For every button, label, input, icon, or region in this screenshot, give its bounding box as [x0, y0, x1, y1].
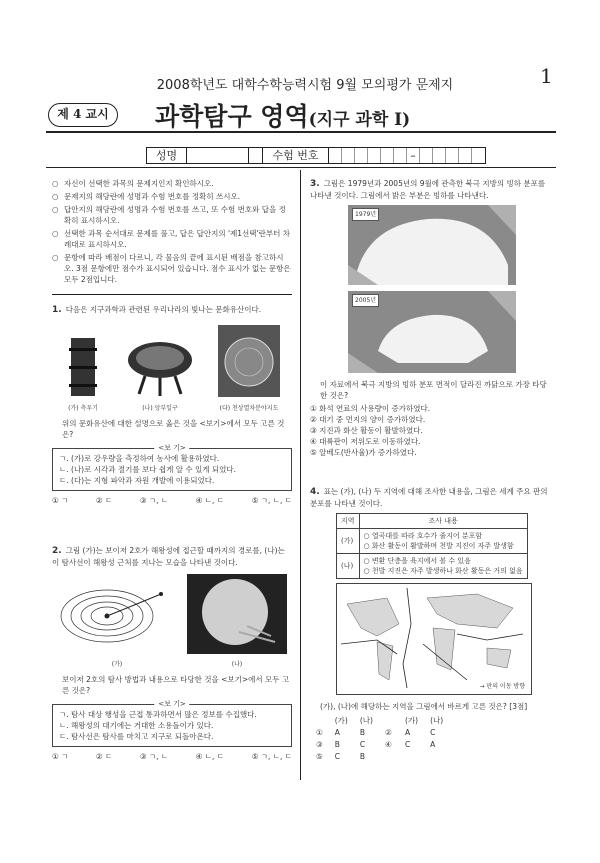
notice-item: ○ 문제지의 해당란에 성명과 수험 번호를 정확히 쓰시오.: [52, 191, 292, 202]
q1-bogi-box: [52, 444, 292, 491]
q3-stem: 그림은 1979년과 2005년의 9월에 관측한 북극 지방의 빙하 분포를 나타낸 것이다. 그림에서 밝은 부분은 빙하를 나타낸다.: [310, 179, 546, 200]
q2-figures: [52, 574, 292, 670]
q4-ans-cell: C: [359, 739, 366, 749]
q4-region: (나): [337, 554, 360, 579]
exam-no-cell[interactable]: [433, 148, 446, 163]
name-label: 성명: [147, 148, 187, 163]
voyager-orbit-diagram: [57, 574, 177, 654]
question-1: [52, 304, 292, 506]
exam-no-cell[interactable]: [342, 148, 355, 163]
subject-title: [155, 97, 410, 133]
q4-th-content: 조사 내용: [359, 514, 527, 529]
table-row: [337, 554, 528, 579]
map-legend-label: 판의 이동 방향: [486, 683, 525, 690]
q2-number: 2.: [52, 546, 62, 556]
q2-choice[interactable]: ④ ㄴ, ㄷ: [195, 752, 225, 761]
exam-no-cell[interactable]: [459, 148, 472, 163]
exam-no-label: 수험 번호: [263, 148, 329, 163]
q3-choice[interactable]: ④ 대륙판이 저위도로 이동하였다.: [310, 437, 421, 446]
q2-item: ㄱ. 탐사 대상 행성을 근접 통과하면서 많은 정보를 수집했다.: [59, 710, 257, 719]
map-legend: [477, 681, 527, 692]
q4-content-line: ○ 열곡대를 따라 호수가 줄지어 분포함: [363, 532, 483, 540]
q4-answer-table: [310, 714, 449, 762]
q1-choice[interactable]: ③ ㄱ, ㄴ: [139, 496, 169, 505]
q4-ans-cell: C: [334, 751, 340, 761]
exam-title: 2008학년도 대학수학능력시험 9월 모의평가 문제지: [156, 78, 454, 93]
column-divider: [300, 170, 301, 780]
id-row: [146, 147, 486, 164]
q1-figure-b: [125, 336, 195, 414]
exam-no-cell[interactable]: [368, 148, 381, 163]
q1-choice[interactable]: ⑤ ㄱ, ㄴ, ㄷ: [251, 496, 292, 505]
name-field[interactable]: [187, 148, 249, 163]
question-4: [310, 486, 552, 762]
q2-figure-a: [57, 574, 177, 670]
question-3: [310, 178, 552, 458]
q1-caption-b: (나) 앙부일구: [142, 405, 178, 412]
sundial-image: [125, 336, 195, 398]
q2-caption-b: (나): [231, 661, 243, 668]
q2-bogi-title: <보 기>: [154, 699, 189, 710]
q4-ans-head: (가): [334, 715, 348, 725]
q2-item: ㄷ. 탐사선은 탐사를 마치고 지구로 되돌아온다.: [59, 732, 214, 741]
table-row[interactable]: [310, 750, 449, 762]
q4-th-region: 지역: [337, 514, 360, 529]
q3-choices: [310, 403, 552, 458]
table-row: [337, 529, 528, 554]
exam-no-cell[interactable]: [355, 148, 368, 163]
q2-choice[interactable]: ③ ㄱ, ㄴ: [139, 752, 169, 761]
q2-choice[interactable]: ⑤ ㄱ, ㄴ, ㄷ: [251, 752, 292, 761]
header-rule: [46, 131, 556, 133]
q2-choice[interactable]: ① ㄱ: [52, 752, 69, 761]
q4-ans-cell[interactable]: ②: [384, 727, 392, 737]
notice-item: ○ 문항에 따라 배점이 다르니, 각 물음의 끝에 표시된 배점을 참고하시오. 3점 문항에만 점수가 표시되어 있습니다. 점수 표시가 없는 문항은 모두 2점입니다.: [52, 252, 292, 285]
q3-question: 이 자료에서 북극 지방의 빙하 분포 면적이 달라진 까닭으로 가장 타당한 것은?: [320, 380, 547, 400]
spacer-cell: [249, 148, 263, 163]
exam-no-cell[interactable]: [329, 148, 342, 163]
q3-choice[interactable]: ① 화석 연료의 사용량이 증가하였다.: [310, 404, 431, 413]
q4-ans-cell: A: [334, 727, 340, 737]
q3-choice[interactable]: ② 대기 중 먼지의 양이 증가하였다.: [310, 415, 426, 424]
q1-figure-a: [63, 336, 103, 414]
q4-ans-cell[interactable]: ③: [316, 739, 323, 749]
q1-item: ㄷ. (다)는 지형 파악과 자원 개발에 이용되었다.: [59, 476, 215, 485]
q1-caption-a: (가) 측우기: [68, 405, 98, 412]
notice-item: ○ 선택한 과목 순서대로 문제를 풀고, 답은 답안지의 '제1선택'란부터 차례대로 표시하시오.: [52, 228, 292, 250]
q4-ans-cell: C: [430, 727, 436, 737]
q2-question: 보이저 2호의 탐사 방법과 내용으로 타당한 것을 <보기>에서 모두 고른 것은?: [62, 675, 290, 695]
exam-no-cell[interactable]: [381, 148, 394, 163]
subject-main: 과학탐구 영역: [155, 102, 309, 131]
q4-content-line: ○ 변환 단층을 육지에서 볼 수 있음: [363, 557, 471, 565]
q4-region-table: [336, 513, 528, 579]
year-1979-label: 1979년: [352, 208, 379, 221]
plate-map-svg: [337, 584, 531, 694]
exam-no-cell[interactable]: [420, 148, 433, 163]
exam-no-dash: –: [407, 148, 420, 163]
q1-choice[interactable]: ① ㄱ: [52, 496, 69, 505]
year-2005-label: 2005년: [352, 294, 379, 307]
q1-choice[interactable]: ② ㄷ: [95, 496, 113, 505]
exam-no-cell[interactable]: [446, 148, 459, 163]
q1-figure-c: [217, 324, 281, 414]
notice-item: ○ 자신이 선택한 과목의 문제지인지 확인하시오.: [52, 178, 292, 189]
q3-choice[interactable]: ③ 지진과 화산 활동이 활발하였다.: [310, 426, 423, 435]
q1-figures: [52, 324, 292, 414]
header-rule-thin: [46, 167, 556, 168]
exam-no-cell[interactable]: [394, 148, 407, 163]
q4-ans-cell: C: [404, 739, 411, 749]
q4-ans-cell: A: [430, 739, 436, 749]
q4-ans-cell: B: [359, 727, 365, 737]
q4-ans-head: (나): [430, 715, 444, 725]
subject-sub: (지구 과학 Ⅰ): [308, 110, 411, 130]
table-row[interactable]: [310, 738, 449, 750]
q1-bogi-title: <보 기>: [154, 443, 189, 454]
q3-map-1979: [348, 205, 516, 285]
q2-caption-a: (가): [111, 661, 123, 668]
question-2: [52, 545, 292, 762]
q3-map-2005: [348, 291, 516, 373]
period-badge: 제 4 교시: [48, 103, 118, 127]
q4-ans-head: (가): [404, 715, 419, 725]
q4-stem: 표는 (가), (나) 두 지역에 대해 조사한 내용을, 그림은 세계 주요 판의 분포를 나타낸 것이다.: [310, 487, 548, 508]
arrow-icon: →: [479, 683, 485, 690]
q1-stem: 다음은 지구과학과 관련된 우리나라의 빛나는 문화유산이다.: [65, 305, 262, 314]
table-row: [310, 714, 449, 726]
table-row[interactable]: [310, 726, 449, 738]
q4-content-line: ○ 천발 지진은 자주 발생하나 화산 활동은 거의 없음: [363, 567, 523, 575]
q4-ans-cell: B: [334, 739, 340, 749]
q1-choice[interactable]: ④ ㄴ, ㄷ: [195, 496, 225, 505]
q4-ans-cell: B: [359, 751, 365, 761]
q4-ans-cell[interactable]: ①: [316, 727, 323, 737]
q4-region: (가): [337, 529, 360, 554]
q3-choice[interactable]: ⑤ 알베도(반사율)가 증가하였다.: [310, 448, 417, 457]
q2-item: ㄴ. 해왕성의 대기에는 거대한 소용돌이가 있다.: [59, 721, 214, 730]
q4-ans-cell: A: [404, 727, 411, 737]
q1-item: ㄴ. (나)로 시각과 절기를 보다 쉽게 알 수 있게 되었다.: [59, 465, 236, 474]
q4-ans-cell[interactable]: ⑤: [316, 751, 323, 761]
page-number: 1: [540, 64, 553, 88]
q4-ans-head: (나): [359, 715, 373, 725]
notice-list: [52, 178, 292, 287]
rain-gauge-image: [63, 336, 103, 398]
star-map-image: [217, 324, 281, 398]
q4-question: (가), (나)에 해당하는 지역을 그림에서 바르게 고른 것은? [3점]: [320, 702, 528, 711]
q1-item: ㄱ. (가)로 강우량을 측정하여 농사에 활용하였다.: [59, 454, 220, 463]
q1-caption-c: (다) 천상열차분야지도: [219, 405, 279, 412]
q4-content: [359, 554, 527, 579]
q2-choices: [52, 751, 292, 762]
q4-number: 4.: [310, 487, 320, 497]
q4-content: [359, 529, 527, 554]
q2-bogi-box: [52, 700, 292, 747]
notice-rule: [52, 294, 292, 295]
q4-ans-cell[interactable]: ④: [384, 739, 392, 749]
notice-item: ○ 답안지의 해당란에 성명과 수험 번호를 쓰고, 또 수험 번호와 답을 정확히 표시하시오.: [52, 204, 292, 226]
q2-stem: 그림 (가)는 보이저 2호가 해왕성에 접근할 때까지의 경로를, (나)는 이 탐사선이 해왕성 근처를 지나는 모습을 나타낸 것이다.: [52, 546, 285, 567]
q2-choice[interactable]: ② ㄷ: [95, 752, 113, 761]
q1-number: 1.: [52, 305, 62, 315]
q1-question: 위의 문화유산에 대한 설명으로 옳은 것을 <보기>에서 모두 고른 것은?: [62, 419, 285, 439]
exam-no-cell[interactable]: [472, 148, 485, 163]
q4-content-line: ○ 화산 활동이 활발하며 천발 지진이 자주 발생함: [363, 542, 514, 550]
neptune-image: [187, 574, 287, 654]
q1-choices: [52, 495, 292, 506]
q4-plate-map: [336, 583, 532, 695]
q2-figure-b: [187, 574, 287, 670]
q3-number: 3.: [310, 179, 320, 189]
